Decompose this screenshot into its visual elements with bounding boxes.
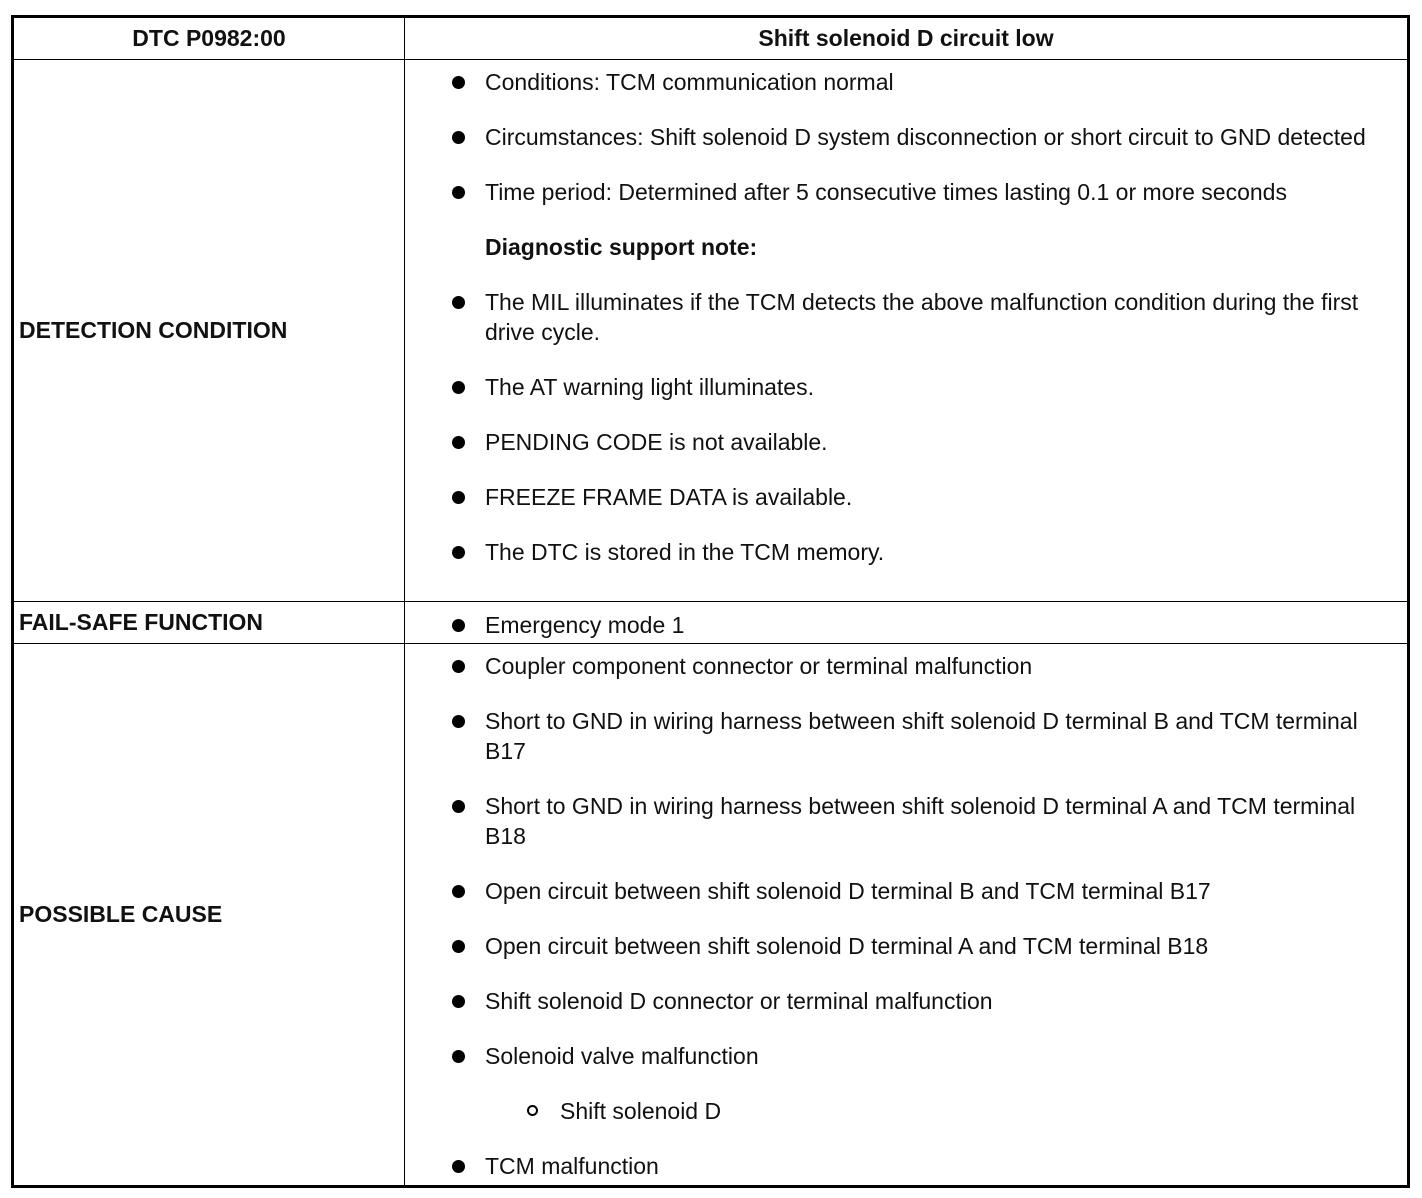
detection-list: [405, 60, 1407, 567]
dtc-title: Shift solenoid D circuit low: [758, 25, 1054, 51]
bullet-icon: [452, 296, 465, 309]
list-item: The DTC is stored in the TCM memory.: [405, 537, 1407, 567]
list-item: Conditions: TCM communication normal: [405, 67, 1407, 97]
list-item: Time period: Determined after 5 consecutive times lasting 0.1 or more seconds: [405, 177, 1407, 207]
header-code-cell: [14, 18, 405, 59]
bullet-icon: [452, 715, 465, 728]
list-item: The MIL illuminates if the TCM detects the above malfunction condition during the first drive cycle.: [405, 287, 1407, 347]
list-item: Coupler component connector or terminal malfunction: [405, 651, 1407, 681]
bullet-icon: [452, 491, 465, 504]
hollow-bullet-icon: [527, 1105, 538, 1116]
cause-label-cell: [14, 644, 405, 1185]
possible-cause-row: [14, 643, 1407, 1185]
cause-content-cell: [405, 644, 1407, 1185]
list-item: Short to GND in wiring harness between shift solenoid D terminal B and TCM terminal B17: [405, 706, 1407, 766]
cause-list: [405, 644, 1407, 1181]
bullet-icon: [452, 800, 465, 813]
dtc-code: DTC P0982:00: [132, 25, 286, 51]
failsafe-content-cell: [405, 602, 1407, 643]
bullet-icon: [452, 381, 465, 394]
list-item: Emergency mode 1: [405, 610, 1407, 640]
detection-condition-label: DETECTION CONDITION: [19, 317, 288, 343]
list-item: Short to GND in wiring harness between shift solenoid D terminal A and TCM terminal B18: [405, 791, 1407, 851]
fail-safe-label: FAIL-SAFE FUNCTION: [19, 609, 264, 635]
list-item: TCM malfunction: [405, 1151, 1407, 1181]
list-item: Shift solenoid D connector or terminal malfunction: [405, 986, 1407, 1016]
failsafe-label-cell: [14, 602, 405, 643]
list-item: Open circuit between shift solenoid D terminal B and TCM terminal B17: [405, 876, 1407, 906]
bullet-icon: [452, 436, 465, 449]
list-item: Open circuit between shift solenoid D terminal A and TCM terminal B18: [405, 931, 1407, 961]
failsafe-list: [405, 602, 1407, 640]
bullet-icon: [452, 940, 465, 953]
bullet-icon: [452, 660, 465, 673]
bullet-icon: [452, 619, 465, 632]
header-row: [14, 18, 1407, 59]
detection-condition-row: [14, 59, 1407, 601]
detection-content-cell: [405, 60, 1407, 601]
sub-list-item: Shift solenoid D: [405, 1096, 1407, 1126]
bullet-icon: [452, 131, 465, 144]
list-item: The AT warning light illuminates.: [405, 372, 1407, 402]
bullet-icon: [452, 1160, 465, 1173]
bullet-icon: [452, 546, 465, 559]
bullet-icon: [452, 186, 465, 199]
list-item: Circumstances: Shift solenoid D system disconnection or short circuit to GND detected: [405, 122, 1407, 152]
header-title-cell: [405, 18, 1407, 59]
bullet-icon: [452, 76, 465, 89]
dtc-table: [11, 15, 1410, 1188]
list-item: PENDING CODE is not available.: [405, 427, 1407, 457]
possible-cause-label: POSSIBLE CAUSE: [19, 901, 223, 927]
fail-safe-row: [14, 601, 1407, 643]
bullet-icon: [452, 995, 465, 1008]
list-item: Solenoid valve malfunction: [405, 1041, 1407, 1071]
diagnostic-note-heading: Diagnostic support note:: [485, 234, 758, 260]
detection-label-cell: [14, 60, 405, 601]
bullet-icon: [452, 885, 465, 898]
bullet-icon: [452, 1050, 465, 1063]
list-item: FREEZE FRAME DATA is available.: [405, 482, 1407, 512]
